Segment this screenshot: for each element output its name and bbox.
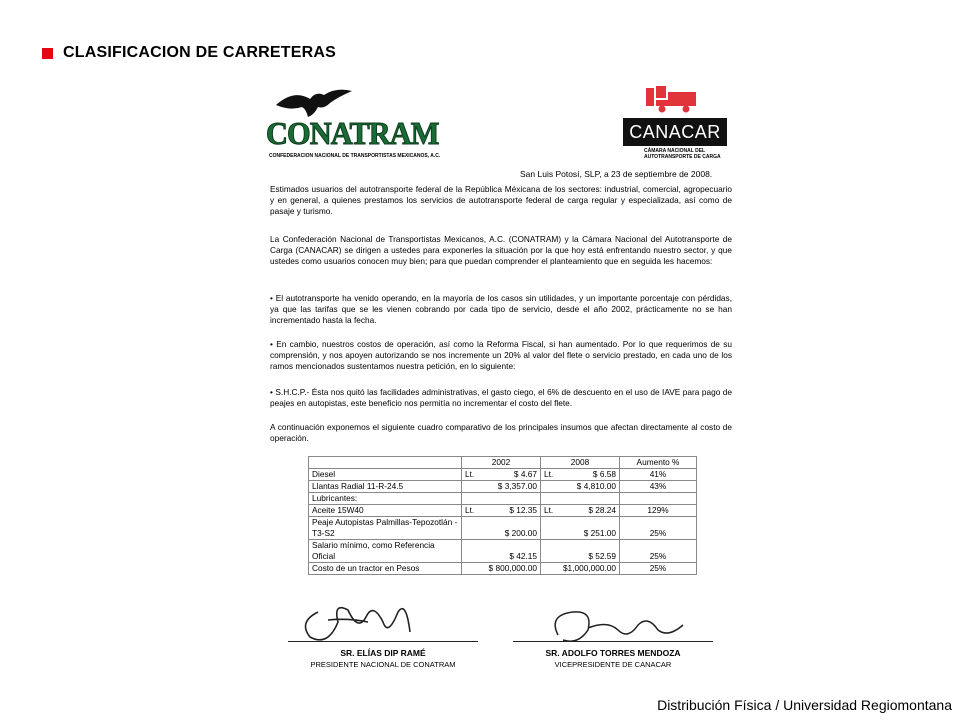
amount-2002: $ 4.67 — [513, 469, 537, 479]
unit-label: Lt. — [544, 469, 554, 479]
letter-paragraph: • El autotransporte ha venido operando, en la mayoría de los casos sin utilidades, y un importante porcentaje con pérdidas, ya que las tarifas que se les vienen cobrando por cada tipo de servicio, desde el año 2002, prácticamente no se han incrementado hasta la fecha. — [270, 293, 732, 325]
table-cell-item: Lubricantes: — [309, 493, 462, 505]
table-cell-item: Aceite 15W40 — [309, 505, 462, 517]
signature-elias-dip — [288, 592, 438, 652]
letter-paragraph: Estimados usuarios del autotransporte federal de la República Méxicana de los sectores: industrial, comercial, agropecuario y en general, a quienes prestamos los servicios de autotransporte federal de carga regular y especializada, así como de pasaje y turismo. — [270, 184, 732, 216]
eagle-icon — [274, 85, 354, 119]
amount-2002: $ 3,357.00 — [497, 481, 537, 491]
unit-label: Lt. — [544, 505, 554, 515]
letter-paragraph: • En cambio, nuestros costos de operación, así como la Reforma Fiscal, si han aumentado. Por lo que requerimos de su comprensión, y nos apoyen autorizando se nos incremente un 20% al valor del flete o servicio prestado, en cada uno de los ramos mencionados sustentamos nuestra petición, en lo siguiente: — [270, 339, 732, 371]
table-cell-2008 — [541, 563, 620, 575]
slide-footer: Distribución Física / Universidad Regiomontana — [657, 697, 952, 713]
table-cell-increase: 43% — [620, 481, 697, 493]
canacar-subtitle-line2: AUTOTRANSPORTE DE CARGA — [644, 154, 721, 160]
amount-2002: $ 42.15 — [509, 551, 537, 561]
table-row — [309, 540, 697, 563]
table-header — [309, 457, 462, 469]
title-bullet-icon — [42, 48, 53, 59]
amount-2008: $1,000,000.00 — [562, 563, 616, 573]
conatram-subtitle: CONFEDERACION NACIONAL DE TRANSPORTISTAS MEXICANOS, A.C. — [269, 153, 441, 159]
letter-paragraph: La Confederación Nacional de Transportistas Mexicanos, A.C. (CONATRAM) y la Cámara Nacional del Autotransporte de Carga (CANACAR) se dirigen a ustedes para exponerles la situación por la que hoy está enfrentando nuestro sector, y que ustedes como usuarios conocen muy bien; para que puedan comprender el planteamiento que en seguida les hacemos: — [270, 234, 732, 266]
table-cell-2002 — [462, 540, 541, 563]
table-cell-item: Diesel — [309, 469, 462, 481]
amount-2002: $ 800,000.00 — [488, 563, 537, 573]
canacar-subtitle-line1: CÁMARA NACIONAL DEL — [644, 148, 706, 154]
signature-line — [288, 641, 478, 642]
amount-2002: $ 200.00 — [504, 528, 537, 538]
slide-title-text: CLASIFICACION DE CARRETERAS — [63, 44, 336, 61]
table-cell-increase: 41% — [620, 469, 697, 481]
table-header: Aumento % — [620, 457, 697, 469]
canacar-subtitle — [644, 148, 721, 160]
table-row — [309, 563, 697, 575]
table-cell-2002 — [462, 481, 541, 493]
table-cell-increase: 25% — [620, 517, 697, 540]
table-row — [309, 493, 697, 505]
amount-2008: $ 4,810.00 — [576, 481, 616, 491]
signature-line — [513, 641, 713, 642]
table-cell-increase: 129% — [620, 505, 697, 517]
table-header: 2008 — [541, 457, 620, 469]
table-cell-2008 — [541, 517, 620, 540]
table-cell-2002 — [462, 517, 541, 540]
signer-name: SR. ELÍAS DIP RAMÉ — [340, 648, 426, 658]
table-cell-increase: 25% — [620, 563, 697, 575]
table-cell-2002 — [462, 493, 541, 505]
conatram-wordmark: CONATRAM — [266, 115, 439, 151]
table-row — [309, 469, 697, 481]
table-header: 2002 — [462, 457, 541, 469]
table-header-row — [309, 457, 697, 469]
signer-role: VICEPRESIDENTE DE CANACAR — [554, 660, 672, 669]
amount-2008: $ 251.00 — [583, 528, 616, 538]
letter-paragraph: A continuación exponemos el siguiente cuadro comparativo de los principales insumos que afectan directamente al costo de operación. — [270, 422, 732, 443]
amount-2008: $ 28.24 — [588, 505, 616, 515]
table-cell-2002 — [462, 469, 541, 481]
table-cell-2008 — [541, 493, 620, 505]
table-cell-increase — [620, 493, 697, 505]
amount-2008: $ 6.58 — [592, 469, 616, 479]
table-cell-item: Costo de un tractor en Pesos — [309, 563, 462, 575]
unit-label: Lt. — [465, 505, 475, 515]
table-row — [309, 517, 697, 540]
signer-name: SR. ADOLFO TORRES MENDOZA — [545, 648, 681, 658]
table-row — [309, 481, 697, 493]
table-cell-2002 — [462, 563, 541, 575]
scanned-letter — [258, 80, 738, 680]
truck-icon — [642, 84, 702, 114]
letter-paragraph: • S.H.C.P.- Ésta nos quitó las facilidades administrativas, el gasto ciego, el 6% de descuento en el uso de IAVE para pago de peajes en autopistas, este beneficio nos permitía no incrementar el costo del flete. — [270, 387, 732, 408]
unit-label: Lt. — [465, 469, 475, 479]
table-cell-2008 — [541, 469, 620, 481]
table-cell-item: Llantas Radial 11-R-24.5 — [309, 481, 462, 493]
amount-2002: $ 12.35 — [509, 505, 537, 515]
amount-2008: $ 52.59 — [588, 551, 616, 561]
table-cell-increase: 25% — [620, 540, 697, 563]
slide-title — [42, 44, 336, 62]
table-cell-2002 — [462, 505, 541, 517]
signer-role: PRESIDENTE NACIONAL DE CONATRAM — [310, 660, 456, 669]
table-cell-2008 — [541, 481, 620, 493]
conatram-logo — [266, 85, 441, 163]
table-cell-item: Peaje Autopistas Palmillas-Tepozotlán - T3-S2 — [309, 517, 462, 540]
table-row — [309, 505, 697, 517]
canacar-wordmark: CANACAR — [623, 118, 727, 146]
canacar-logo — [618, 84, 730, 162]
table-cell-2008 — [541, 505, 620, 517]
letter-date: San Luis Potosí, SLP, a 23 de septiembre de 2008. — [520, 169, 713, 179]
table-cell-2008 — [541, 540, 620, 563]
signature-adolfo-torres — [538, 600, 688, 655]
cost-comparison-table — [308, 456, 697, 575]
table-cell-item: Salario mínimo, como Referencia Oficial — [309, 540, 462, 563]
